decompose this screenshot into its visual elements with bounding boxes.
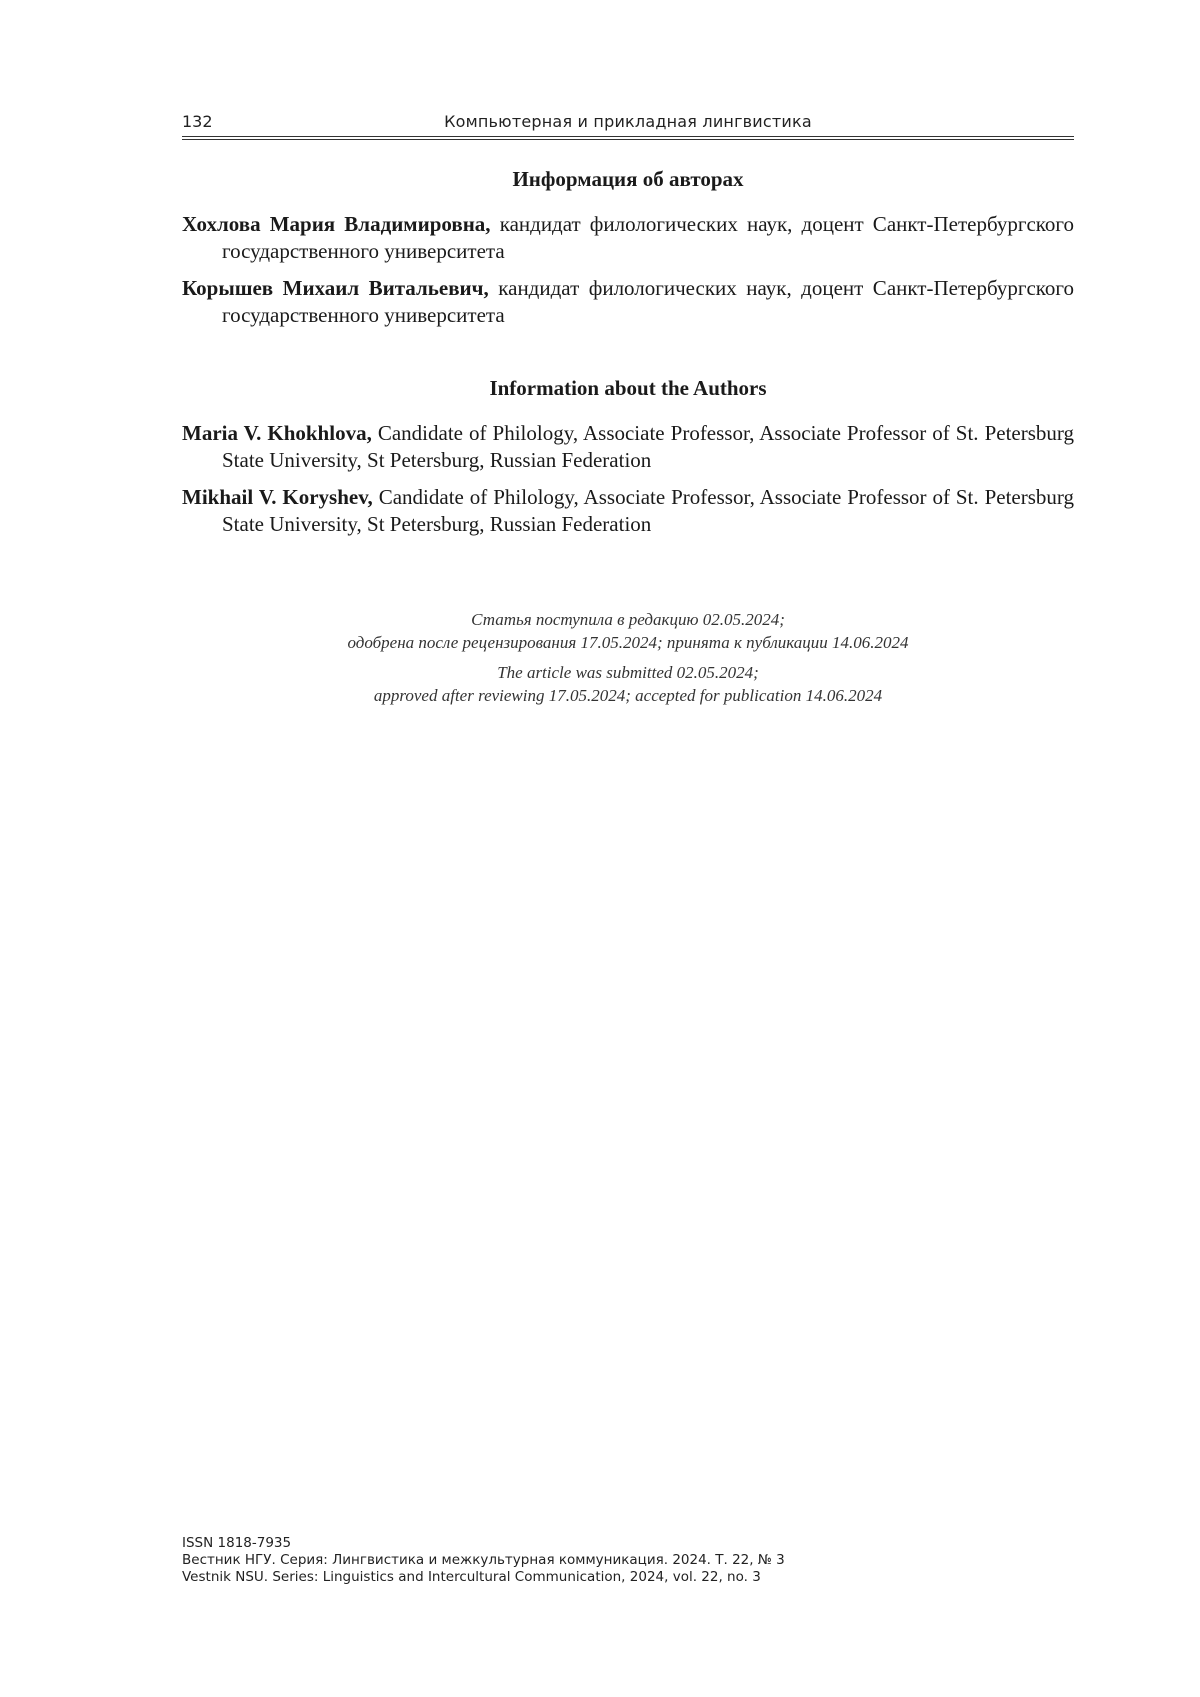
running-head xyxy=(182,112,1074,136)
dates-ru xyxy=(182,608,1074,654)
date-line: одобрена после рецензирования 17.05.2024; принята к публикации 14.06.2024 xyxy=(347,633,909,652)
article-dates xyxy=(182,608,1074,714)
author-entry xyxy=(182,275,1074,329)
journal-citation-ru: Вестник НГУ. Серия: Лингвистика и межкультурная коммуникация. 2024. Т. 22, № 3 xyxy=(182,1552,785,1568)
issn: ISSN 1818-7935 xyxy=(182,1535,292,1551)
author-name: Хохлова Мария Владимировна, xyxy=(182,212,491,236)
author-entry xyxy=(182,420,1074,474)
header-rule-top xyxy=(182,136,1074,137)
section-heading-ru: Информация об авторах xyxy=(512,167,744,191)
authors-info-ru xyxy=(182,166,1074,339)
page-footer xyxy=(182,1535,882,1586)
header-rule-bottom xyxy=(182,139,1074,140)
date-line: The article was submitted 02.05.2024; xyxy=(497,663,759,682)
author-entry xyxy=(182,211,1074,265)
date-line: Статья поступила в редакцию 02.05.2024; xyxy=(471,610,785,629)
page-number: 132 xyxy=(182,112,213,131)
author-details: Candidate of Philology, Associate Professor, Associate Professor of St. Petersburg State University, St Petersburg, Russian Federation xyxy=(222,485,1075,536)
author-name: Mikhail V. Koryshev, xyxy=(182,485,373,509)
author-entry xyxy=(182,484,1074,538)
author-details: Candidate of Philology, Associate Professor, Associate Professor of St. Petersburg State University, St Petersburg, Russian Federation xyxy=(222,421,1075,472)
journal-citation-en: Vestnik NSU. Series: Linguistics and Intercultural Communication, 2024, vol. 22, no. 3 xyxy=(182,1569,761,1585)
author-name: Maria V. Khokhlova, xyxy=(182,421,372,445)
running-title: Компьютерная и прикладная лингвистика xyxy=(444,112,812,131)
author-details: кандидат филологических наук, доцент Санкт-Петербургского государственного университета xyxy=(222,276,1075,327)
dates-en xyxy=(182,661,1074,707)
author-name: Корышев Михаил Витальевич, xyxy=(182,276,489,300)
author-details: кандидат филологических наук, доцент Санкт-Петербургского государственного университета xyxy=(222,212,1074,263)
authors-info-en xyxy=(182,375,1074,548)
date-line: approved after reviewing 17.05.2024; accepted for publication 14.06.2024 xyxy=(373,686,883,705)
section-heading-en: Information about the Authors xyxy=(489,376,767,400)
